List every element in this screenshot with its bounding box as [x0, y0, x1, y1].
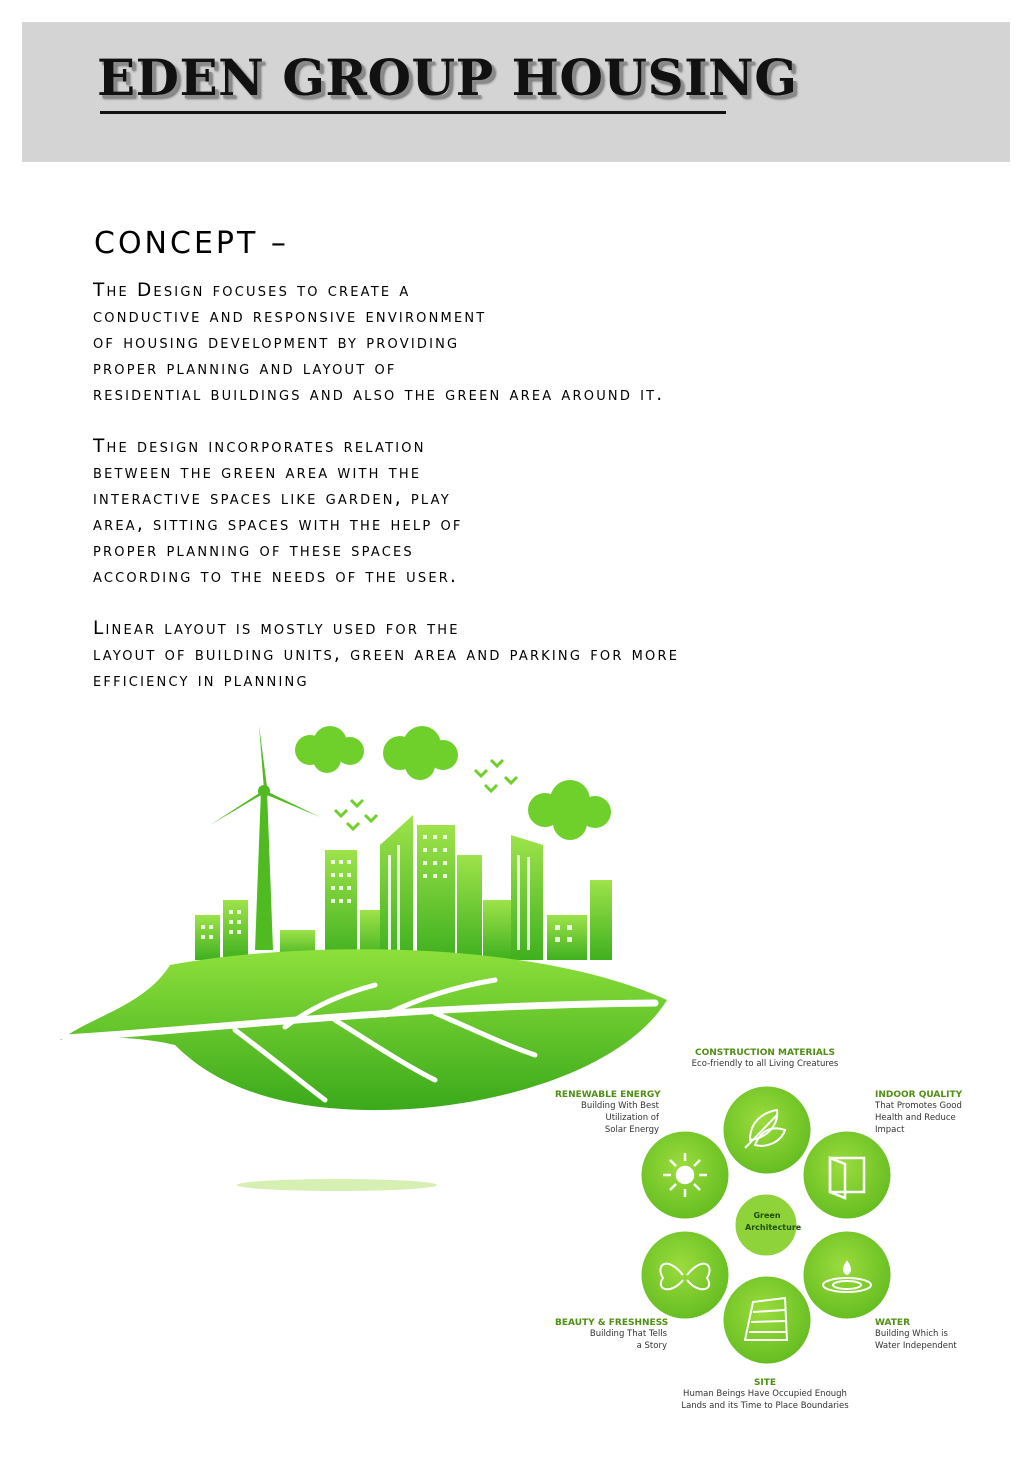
label-renewable-energy	[555, 1090, 659, 1136]
paragraph-line: between the green area with the	[93, 462, 422, 483]
paragraph-line: The design incorporates relation	[93, 436, 426, 457]
label-title: SITE	[753, 1378, 777, 1388]
center-label-line-1: Green	[753, 1211, 781, 1220]
cloud-icon	[383, 726, 458, 780]
petal-beauty-freshness	[640, 1230, 730, 1320]
label-desc: a Story	[636, 1341, 667, 1351]
concept-paragraph-1	[93, 278, 664, 408]
label-indoor-quality	[875, 1090, 962, 1136]
petal-indoor-quality	[802, 1130, 892, 1220]
label-beauty-freshness	[555, 1318, 667, 1352]
concept-paragraph-3	[93, 616, 679, 694]
paragraph-line: efficiency in planning	[93, 670, 309, 691]
label-construction-materials	[665, 1048, 865, 1070]
green-architecture-diagram	[555, 1040, 995, 1420]
label-desc: Utilization of	[605, 1113, 659, 1123]
label-desc: Building With Best	[580, 1101, 659, 1111]
label-desc: Solar Energy	[604, 1125, 659, 1135]
label-desc: Impact	[875, 1125, 905, 1135]
label-desc: Building Which is	[875, 1329, 948, 1339]
label-site	[665, 1378, 865, 1412]
label-title: RENEWABLE ENERGY	[555, 1090, 661, 1100]
label-water	[875, 1318, 957, 1352]
label-desc: That Promotes Good	[875, 1101, 962, 1111]
paragraph-line: of housing development by providing	[93, 332, 460, 353]
label-desc: Water Independent	[875, 1341, 957, 1351]
paragraph-line: area, sitting spaces with the help of	[93, 514, 463, 535]
petal-site	[722, 1275, 812, 1365]
paragraph-line: residential buildings and also the green area around it.	[93, 384, 665, 405]
label-desc: Lands and its Time to Place Boundaries	[681, 1401, 849, 1411]
label-title: INDOOR QUALITY	[875, 1090, 963, 1100]
paragraph-line: Linear layout is mostly used for the	[93, 618, 460, 639]
label-desc: Eco-friendly to all Living Creatures	[691, 1059, 839, 1069]
label-desc: Human Beings Have Occupied Enough	[683, 1389, 847, 1399]
label-title: BEAUTY & FRESHNESS	[555, 1318, 669, 1328]
paragraph-line: layout of building units, green area and parking for more	[93, 644, 680, 665]
paragraph-line: The Design focuses to create a	[93, 280, 411, 301]
paragraph-line: according to the needs of the user.	[93, 566, 459, 587]
label-title: CONSTRUCTION MATERIALS	[694, 1048, 836, 1058]
cloud-icon	[528, 780, 611, 840]
page-title: EDEN GROUP HOUSING	[97, 48, 798, 107]
label-desc: Building That Tells	[589, 1329, 667, 1339]
label-desc: Health and Reduce	[875, 1113, 956, 1123]
cloud-icon	[295, 726, 364, 773]
paragraph-line: conductive and responsive environment	[93, 306, 487, 327]
label-title: WATER	[875, 1318, 911, 1328]
title-underline	[100, 111, 726, 114]
paragraph-line: proper planning of these spaces	[93, 540, 414, 561]
paragraph-line: proper planning and layout of	[93, 358, 397, 379]
concept-heading: CONCEPT –	[94, 226, 289, 261]
paragraph-line: interactive spaces like garden, play	[93, 488, 451, 509]
center-label-line-2: Architecture	[745, 1223, 802, 1232]
diagram-center-label	[745, 1210, 802, 1234]
concept-paragraph-2	[93, 434, 463, 590]
